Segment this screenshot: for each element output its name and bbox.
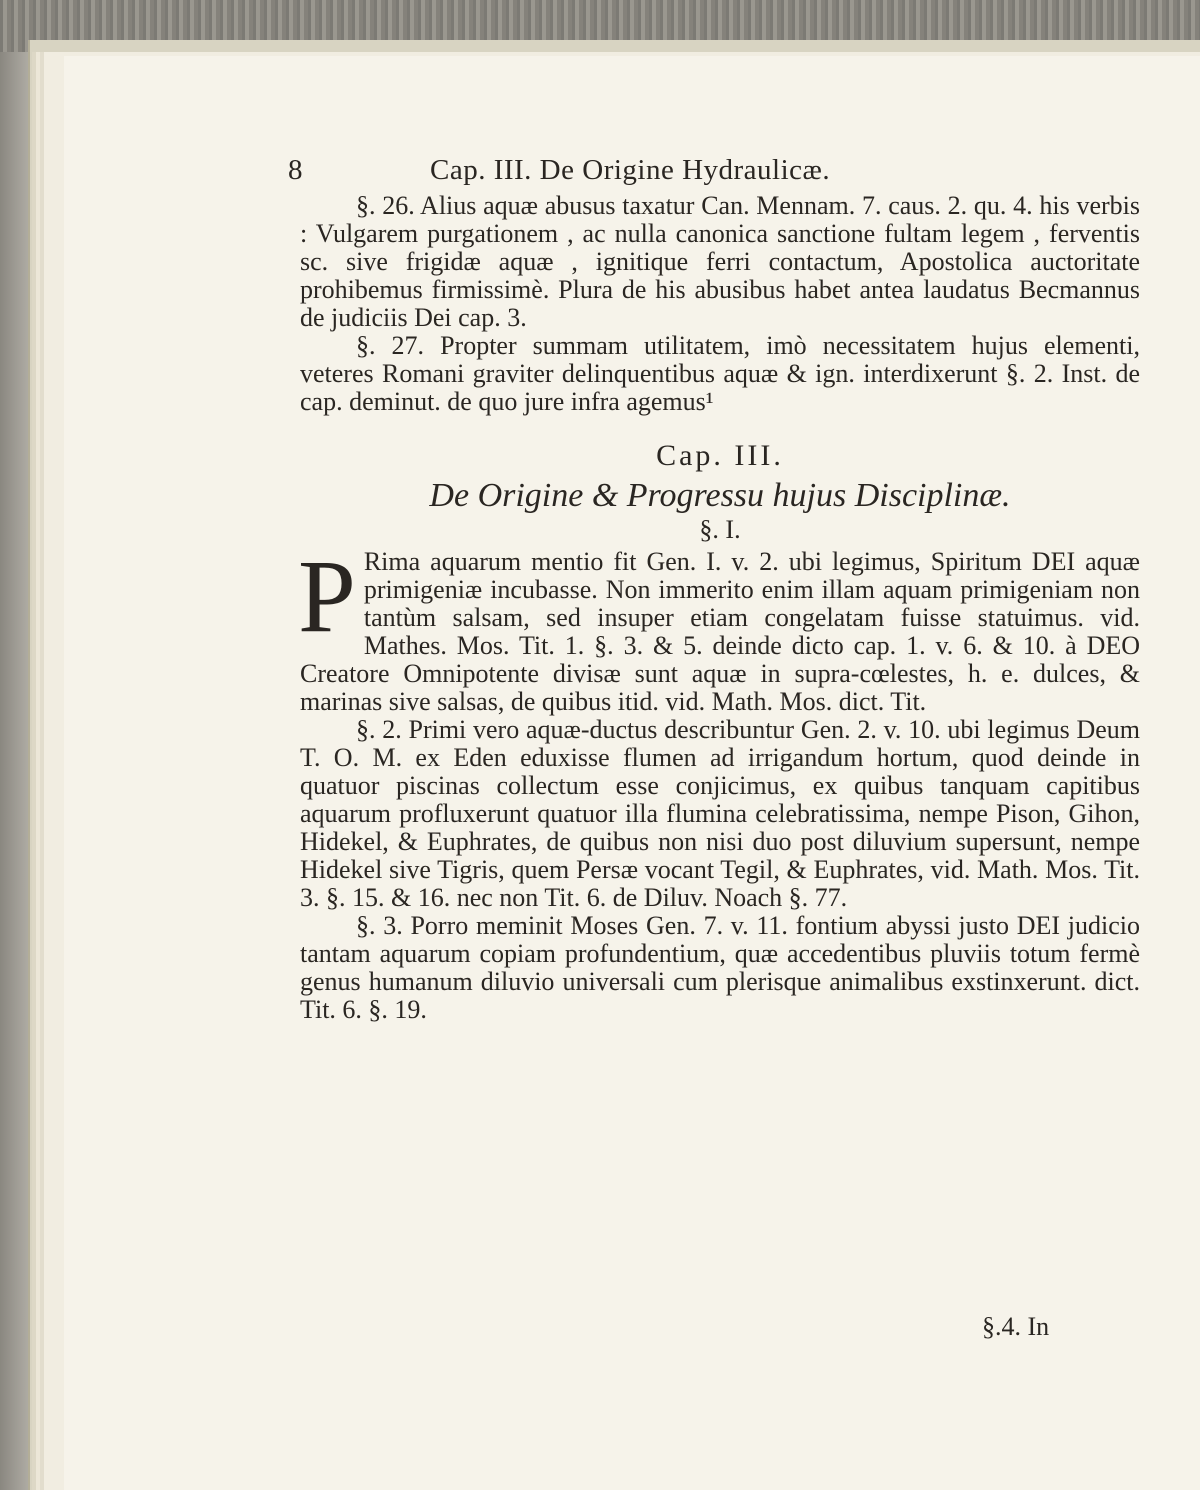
- first-paragraph-text: Rima aquarum mentio fit Gen. I. v. 2. ubi legimus, Spiritum DEI aquæ primigeniæ incubasse. Non immerito enim illam aquam primigeniam non tantùm salsam, sed insuper etiam congelatam fuisse statuimus. vid. Mathes. Mos. Tit. 1. §. 3. & 5. deinde dicto cap. 1. v. 6. & 10. à DEO Creatore Omnipotente divisæ sunt aquæ in supra-cœlestes, h. e. dulces, & marinas sive salsas, de quibus itid. vid. Math. Mos. dict. Tit.: [300, 547, 1140, 716]
- catchword: §.4. In: [982, 1312, 1050, 1341]
- paragraph-3: §. 3. Porro meminit Moses Gen. 7. v. 11. fontium abyssi justo DEI judicio tantam aquarum copiam profundentium, quæ accedentibus pluviis totum fermè genus humanum diluvio universali cum plerisque animalibus exstinxerunt. dict. Tit. 6. §. 19.: [300, 911, 1140, 1024]
- paragraph-27: §. 27. Propter summam utilitatem, imò necessitatem hujus elementi, veteres Romani graviter delinquentibus aquæ & ign. interdixerunt §. 2. Inst. de cap. deminut. de quo jure infra agemus¹: [300, 331, 1140, 416]
- page-number: 8: [288, 154, 303, 186]
- drop-cap: P: [298, 539, 356, 654]
- page-text: [300, 192, 1140, 1024]
- running-head-title: Cap. III. De Origine Hydraulicæ.: [430, 154, 831, 186]
- chapter-heading: Cap. III.: [656, 439, 784, 472]
- book-page: [64, 56, 1200, 1490]
- section-mark: §. I.: [699, 515, 741, 544]
- first-paragraph: [298, 539, 1140, 716]
- paragraph-2: §. 2. Primi vero aquæ-ductus describuntur Gen. 2. v. 10. ubi legimus Deum T. O. M. ex Eden eduxisse flumen ad irrigandum hortum, quod deinde in quatuor piscinas collectum esse conjicimus, ex quibus tanquam capitibus aquarum profluxerunt quatuor illa flumina celebratissima, nempe Pison, Gihon, Hidekel, & Euphrates, de quibus non nisi duo post diluvium supersunt, nempe Hidekel sive Tigris, quem Persæ vocant Tegil, & Euphrates, vid. Math. Mos. Tit. 3. §. 15. & 16. nec non Tit. 6. de Diluv. Noach §. 77.: [300, 715, 1140, 912]
- chapter-subtitle: De Origine & Progressu hujus Disciplinæ.: [429, 477, 1011, 514]
- paragraph-26: §. 26. Alius aquæ abusus taxatur Can. Mennam. 7. caus. 2. qu. 4. his verbis : Vulgarem purgationem , ac nulla canonica sanctione fultam legem , ferventis sc. sive frigidæ aquæ , ignitique ferri contactum, Apostolica auctoritate prohibemus firmissimè. Plura de his abusibus habet antea laudatus Becmannus de judiciis Dei cap. 3.: [300, 191, 1140, 332]
